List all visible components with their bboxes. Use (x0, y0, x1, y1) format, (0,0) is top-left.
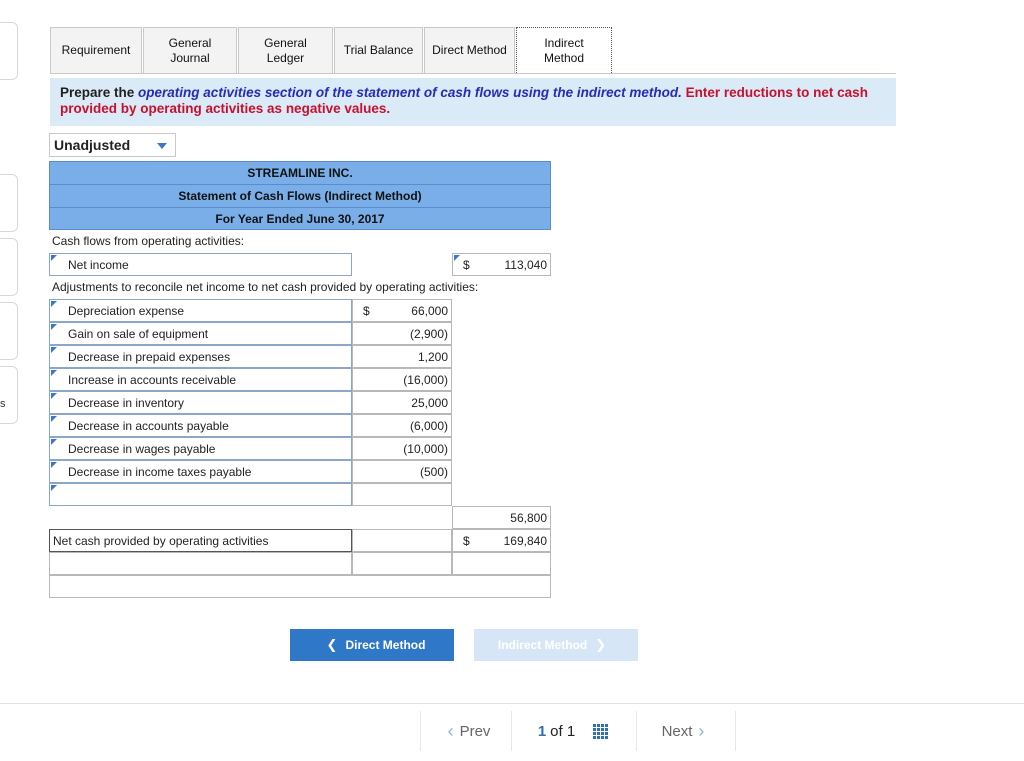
input-marker-icon (51, 370, 57, 376)
prev-direct-method-button[interactable] (290, 629, 454, 661)
next-indirect-method-button[interactable] (474, 629, 638, 661)
input-marker-icon (51, 485, 57, 491)
prev-button-label: Direct Method (345, 638, 426, 652)
instructions-prefix: Prepare the (60, 85, 139, 100)
input-marker-icon (51, 255, 57, 261)
net-cash-row (49, 529, 551, 552)
tab-label: General Journal (168, 35, 212, 65)
pager-prev-button[interactable] (420, 711, 512, 751)
adjustment-label: Depreciation expense (68, 304, 185, 318)
net-income-label: Net income (68, 258, 129, 272)
input-marker-icon (51, 393, 57, 399)
instructions-highlight: operating activities section of the statement of cash flows using the indirect method. (138, 85, 682, 100)
total-adjustments-input[interactable] (452, 506, 551, 529)
tab-label: Direct Method (432, 43, 507, 57)
adjustments-label: Adjustments to reconcile net income to net cash provided by operating activities: (52, 280, 479, 294)
net-income-row (49, 253, 551, 276)
tab-bar (50, 27, 613, 73)
tab-direct-method[interactable] (424, 27, 515, 73)
statement-period: For Year Ended June 30, 2017 (49, 207, 551, 230)
next-button-label: Indirect Method (497, 638, 588, 652)
empty-row (49, 575, 551, 598)
dollar-sign: $ (463, 258, 470, 272)
adjustment-right-cell (452, 391, 551, 414)
adjustment-value: (16,000) (403, 373, 448, 387)
adjustment-right-cell (452, 345, 551, 368)
input-marker-icon (454, 255, 460, 261)
adjustment-value-input[interactable] (352, 414, 452, 437)
net-income-value: 113,040 (504, 258, 547, 272)
adjustment-row (49, 299, 551, 322)
chevron-down-icon (157, 143, 167, 149)
adjustment-label: Decrease in prepaid expenses (68, 350, 231, 364)
tab-trial-balance[interactable] (334, 27, 423, 73)
side-panel-letter: s (0, 398, 6, 410)
tab-general-journal[interactable] (143, 27, 237, 73)
adjustment-row (49, 460, 551, 483)
empty-label-cell[interactable] (49, 552, 352, 575)
adjustment-label: Decrease in wages payable (68, 442, 216, 456)
adjustment-value: (500) (419, 465, 448, 479)
pager-total: of 1 (550, 722, 576, 740)
adjustment-row (49, 345, 551, 368)
adjustment-value-input[interactable] (352, 368, 452, 391)
empty-right-cell[interactable] (452, 552, 551, 575)
chevron-left-icon: ❮ (326, 637, 338, 652)
view-select-value: Unadjusted (54, 137, 131, 153)
footer-divider (0, 703, 1024, 704)
net-income-mid-cell[interactable] (352, 253, 452, 276)
pager-prev-label: Prev (459, 722, 491, 740)
adjustment-row (49, 322, 551, 345)
tab-indirect-method[interactable] (516, 27, 612, 73)
adjustment-value-input[interactable] (352, 460, 452, 483)
chevron-right-icon: › (698, 720, 705, 741)
adjustment-row (49, 437, 551, 460)
pager-current: 1 (537, 722, 547, 740)
blank-label-input[interactable] (49, 483, 352, 506)
blank-mid-input[interactable] (352, 483, 452, 506)
tab-divider (50, 73, 896, 74)
adjustment-value: 66,000 (411, 304, 448, 318)
adjustment-label: Increase in accounts receivable (68, 373, 237, 387)
side-panel-edge (0, 366, 18, 424)
adjustment-right-cell (452, 368, 551, 391)
net-income-value-input[interactable] (452, 253, 551, 276)
adjustment-label-input[interactable] (49, 414, 352, 437)
adjustment-value: (10,000) (403, 442, 448, 456)
empty-full-cell[interactable] (49, 575, 551, 598)
pager-status (513, 711, 633, 751)
pager-next-label: Next (661, 722, 693, 740)
input-marker-icon (51, 462, 57, 468)
adjustment-right-cell (452, 299, 551, 322)
net-income-label-input[interactable] (49, 253, 352, 276)
adjustment-row (49, 368, 551, 391)
total-adjustments-value: 56,800 (510, 511, 547, 525)
adjustment-row (49, 391, 551, 414)
adjustment-label-input[interactable] (49, 299, 352, 322)
total-adjustments-mid-cell (352, 506, 452, 529)
net-cash-value-input[interactable] (452, 529, 551, 552)
instructions-note: Enter reductions to net cash provided by operating activities as negative values. (60, 85, 868, 116)
tab-requirement[interactable] (50, 27, 142, 73)
total-adjustments-row (49, 506, 551, 529)
view-select[interactable] (49, 133, 176, 157)
empty-row (49, 552, 551, 575)
adjustment-label-input[interactable] (49, 322, 352, 345)
dollar-sign: $ (463, 534, 470, 548)
adjustment-label: Decrease in income taxes payable (68, 465, 252, 479)
tab-label: General Ledger (264, 35, 307, 65)
adjustment-label-input[interactable] (49, 437, 352, 460)
side-panel-edge (0, 22, 18, 80)
adjustment-right-cell (452, 414, 551, 437)
input-marker-icon (51, 301, 57, 307)
input-marker-icon (51, 347, 57, 353)
adjustment-label: Decrease in accounts payable (68, 419, 229, 433)
tab-general-ledger[interactable] (238, 27, 333, 73)
side-panel-edge (0, 174, 18, 232)
statement-title: Statement of Cash Flows (Indirect Method) (49, 184, 551, 207)
input-marker-icon (51, 416, 57, 422)
instructions-panel (50, 78, 896, 126)
input-marker-icon (51, 324, 57, 330)
side-panel-edge (0, 238, 18, 296)
adjustment-row (49, 414, 551, 437)
pager-next-button[interactable] (636, 711, 736, 751)
adjustments-heading-row (49, 276, 551, 299)
chevron-left-icon: ‹ (447, 720, 454, 741)
blank-right-cell (452, 483, 551, 506)
adjustment-value: 1,200 (417, 350, 448, 364)
adjustment-label-input[interactable] (49, 460, 352, 483)
total-adjustments-label-cell (49, 506, 352, 529)
net-cash-mid-cell[interactable] (352, 529, 452, 552)
adjustment-label-input[interactable] (49, 391, 352, 414)
chevron-right-icon: ❯ (595, 637, 607, 652)
side-panel-edge (0, 302, 18, 360)
adjustment-value-input[interactable] (352, 391, 452, 414)
company-name: STREAMLINE INC. (49, 161, 551, 184)
adjustment-label-input[interactable] (49, 345, 352, 368)
adjustment-right-cell (452, 437, 551, 460)
empty-mid-cell[interactable] (352, 552, 452, 575)
adjustment-value-input[interactable] (352, 322, 452, 345)
adjustment-right-cell (452, 322, 551, 345)
adjustment-value-input[interactable] (352, 437, 452, 460)
blank-entry-row (49, 483, 551, 506)
tab-label: Requirement (61, 43, 131, 57)
adjustment-label-input[interactable] (49, 368, 352, 391)
adjustment-label: Decrease in inventory (68, 396, 185, 410)
adjustment-right-cell (452, 460, 551, 483)
adjustment-value: (6,000) (409, 419, 448, 433)
adjustment-value: (2,900) (409, 327, 448, 341)
tab-label: Trial Balance (343, 43, 414, 57)
grid-icon[interactable] (593, 724, 608, 739)
section-heading-row (49, 230, 551, 253)
net-cash-label: Net cash provided by operating activities (53, 534, 269, 548)
input-marker-icon (51, 439, 57, 445)
adjustment-value: 25,000 (411, 396, 448, 410)
cash-flow-worksheet (49, 161, 551, 598)
net-cash-value: 169,840 (503, 534, 547, 548)
section-label: Cash flows from operating activities: (52, 234, 245, 248)
net-cash-label-input[interactable] (49, 529, 352, 552)
adjustment-value-input[interactable] (352, 299, 452, 322)
dollar-sign: $ (363, 304, 370, 318)
adjustment-label: Gain on sale of equipment (68, 327, 209, 341)
tab-label: Indirect Method (543, 35, 585, 65)
adjustment-value-input[interactable] (352, 345, 452, 368)
